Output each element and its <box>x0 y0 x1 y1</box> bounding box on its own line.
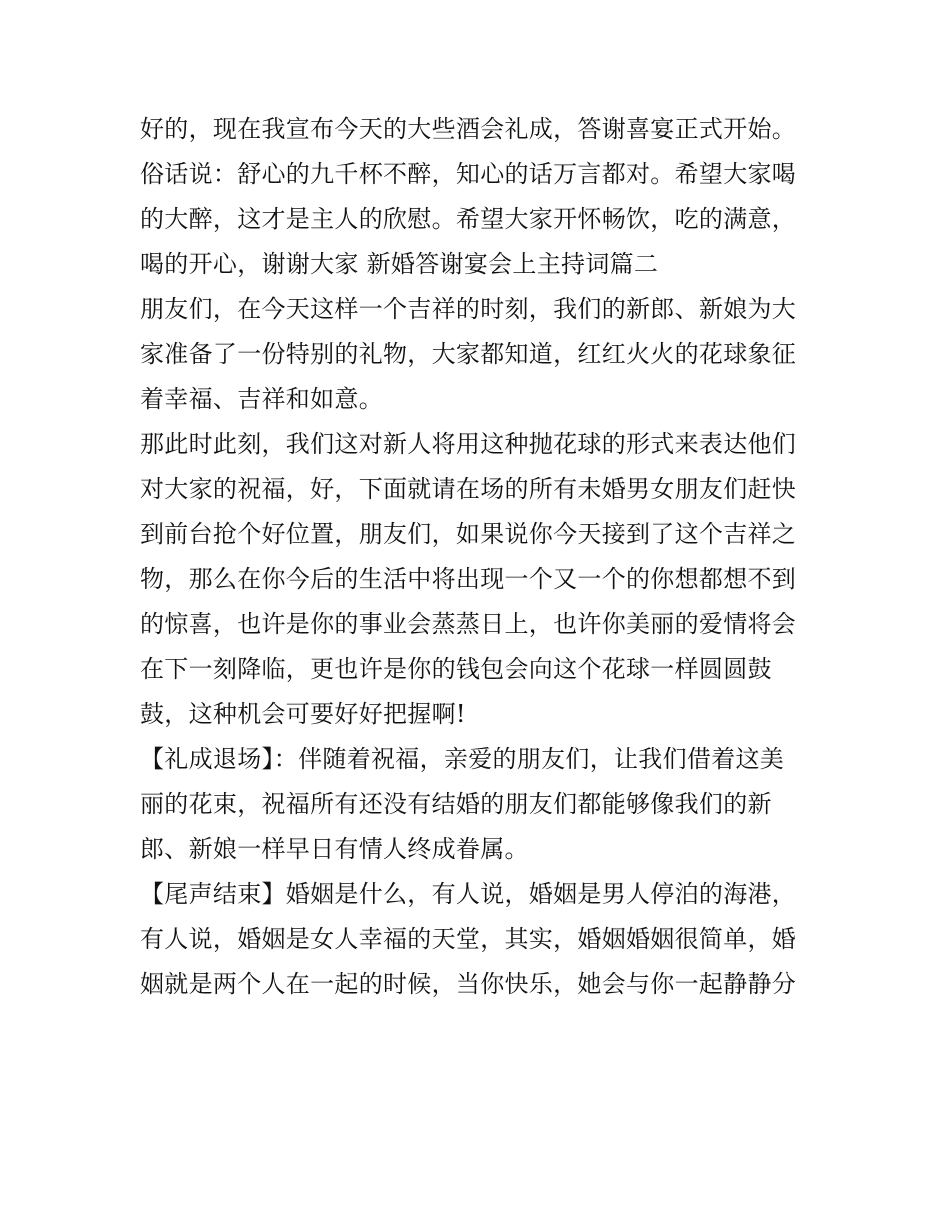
text-line: 的大醉，这才是主人的欣慰。希望大家开怀畅饮，吃的满意， <box>140 205 797 233</box>
text-line: 丽的花束，祝福所有还没有结婚的朋友们都能够像我们的新 <box>140 790 772 818</box>
text-line: 那此时此刻，我们这对新人将用这种抛花球的形式来表达他们 <box>140 430 797 458</box>
text-line: 家准备了一份特别的礼物，大家都知道，红红火火的花球象征 <box>140 340 797 368</box>
text-line: 朋友们，在今天这样一个吉祥的时刻，我们的新郎、新娘为大 <box>140 295 797 323</box>
text-line: 有人说，婚姻是女人幸福的天堂，其实，婚姻婚姻很简单，婚 <box>140 925 797 953</box>
text-line: 在下一刻降临，更也许是你的钱包会向这个花球一样圆圆鼓 <box>140 655 772 683</box>
text-line: 到前台抢个好位置，朋友们，如果说你今天接到了这个吉祥之 <box>140 520 797 548</box>
text-line: 物，那么在你今后的生活中将出现一个又一个的你想都想不到 <box>140 565 797 593</box>
text-line: 对大家的祝福，好，下面就请在场的所有未婚男女朋友们赶快 <box>140 475 797 503</box>
text-line: 喝的开心，谢谢大家 新婚答谢宴会上主持词篇二 <box>140 250 659 278</box>
text-line: 着幸福、吉祥和如意。 <box>140 385 383 413</box>
text-line: 俗话说：舒心的九千杯不醉，知心的话万言都对。希望大家喝 <box>140 160 797 188</box>
text-line: 姻就是两个人在一起的时候，当你快乐，她会与你一起静静分 <box>140 970 797 998</box>
text-line: 的惊喜，也许是你的事业会蒸蒸日上，也许你美丽的爱情将会 <box>140 610 797 638</box>
text-line: 好的，现在我宣布今天的大些酒会礼成，答谢喜宴正式开始。 <box>140 115 797 143</box>
text-line: 鼓，这种机会可要好好把握啊! <box>140 700 466 728</box>
document-body <box>140 107 820 1007</box>
text-line: 郎、新娘一样早日有情人终成眷属。 <box>140 835 529 863</box>
text-line: 【礼成退场】：伴随着祝福，亲爱的朋友们，让我们借着这美 <box>140 745 785 773</box>
text-line: 【尾声结束】婚姻是什么，有人说，婚姻是男人停泊的海港， <box>140 880 797 908</box>
